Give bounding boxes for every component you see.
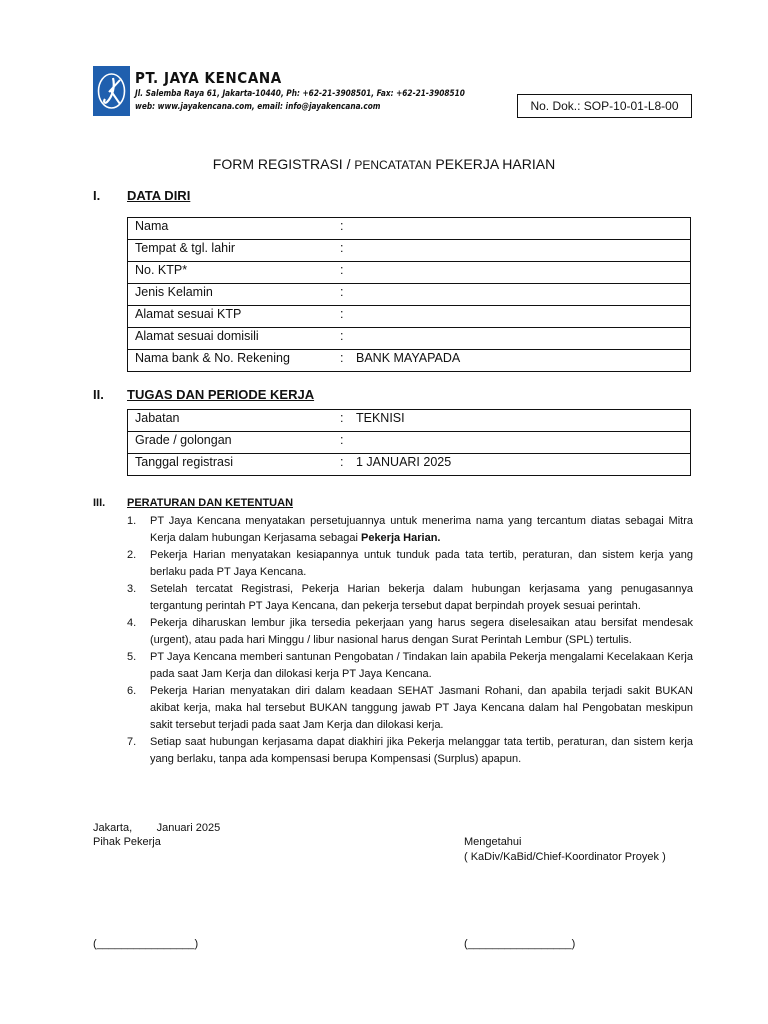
left-party-label: Pihak Pekerja [93, 836, 161, 848]
field-label: Nama bank & No. Rekening [128, 350, 341, 372]
field-label: Jenis Kelamin [128, 284, 341, 306]
field-colon: : [340, 454, 356, 476]
field-colon: : [340, 350, 356, 372]
list-item [127, 683, 693, 734]
field-colon: : [340, 262, 356, 284]
field-label: Tanggal registrasi [128, 454, 341, 476]
title-part3: PEKERJA HARIAN [431, 156, 556, 172]
company-address: Jl. Salemba Raya 61, Jakarta-10440, Ph: +62-21-3908501, Fax: +62-21-3908510 [135, 89, 465, 99]
table-row [128, 284, 691, 306]
section3-title: PERATURAN DAN KETENTUAN [127, 497, 294, 509]
section1-number: I. [93, 188, 101, 203]
section2-number: II. [93, 387, 104, 402]
rules-list [127, 513, 693, 768]
table-row [128, 218, 691, 240]
list-item [127, 547, 693, 581]
data-diri-table [127, 217, 691, 372]
jk-logo-icon [93, 66, 130, 116]
company-logo [93, 66, 130, 116]
title-part1: FORM REGISTRASI / [212, 156, 355, 172]
field-label: Grade / golongan [128, 432, 341, 454]
table-row [128, 410, 691, 432]
section3-number: III. [93, 497, 106, 509]
rule-number: 7. [127, 736, 137, 748]
field-label: Alamat sesuai domisili [128, 328, 341, 350]
right-head-label: Mengetahui [464, 836, 522, 848]
field-value-address-ktp[interactable] [356, 306, 691, 328]
field-value-grade[interactable] [356, 432, 691, 454]
rule-number: 3. [127, 583, 137, 595]
rule-text: Setelah tercatat Registrasi, Pekerja Harian bekerja dalam hubungan kerjasama yang penugasannya tergantung perintah PT Jaya Kencana, dan pekerja tersebut dapat berpindah proyek sesuai perintah. [150, 583, 693, 612]
rule-text: Pekerja Harian menyatakan kesiapannya untuk tunduk pada tata tertib, peraturan, dan sistem kerja yang berlaku pada PT Jaya Kencana. [150, 549, 693, 578]
rule-text: PT Jaya Kencana menyatakan persetujuannya untuk menerima nama yang tercantum diatas sebagai Mitra Kerja dalam hubungan Kerjasama sebagai [150, 515, 693, 544]
tugas-table [127, 409, 691, 476]
field-label: Jabatan [128, 410, 341, 432]
document-number: No. Dok.: SOP-10-01-L8-00 [517, 94, 692, 118]
company-name: PT. JAYA KENCANA [135, 69, 282, 87]
field-colon: : [340, 432, 356, 454]
rule-number: 2. [127, 549, 137, 561]
field-label: Nama [128, 218, 341, 240]
field-colon: : [340, 218, 356, 240]
rule-number: 6. [127, 685, 137, 697]
company-web: web: www.jayakencana.com, email: info@jayakencana.com [135, 102, 381, 112]
title-part2: PENCATATAN [354, 158, 432, 172]
field-value-jabatan[interactable]: TEKNISI [356, 410, 691, 432]
field-value-gender[interactable] [356, 284, 691, 306]
table-row [128, 350, 691, 372]
field-value-tanggal[interactable]: 1 JANUARI 2025 [356, 454, 691, 476]
rule-bold-text: Pekerja Harian. [360, 532, 441, 544]
place-date: Jakarta, Januari 2025 [93, 822, 221, 834]
rule-number: 1. [127, 515, 137, 527]
field-label: No. KTP* [128, 262, 341, 284]
form-title [0, 156, 768, 172]
list-item [127, 581, 693, 615]
table-row [128, 262, 691, 284]
rule-number: 5. [127, 651, 137, 663]
field-colon: : [340, 284, 356, 306]
rule-number: 4. [127, 617, 137, 629]
field-label: Tempat & tgl. lahir [128, 240, 341, 262]
field-value-ktp[interactable] [356, 262, 691, 284]
list-item [127, 615, 693, 649]
field-value-bank[interactable]: BANK MAYAPADA [356, 350, 691, 372]
right-signature-line[interactable]: (_________________) [464, 938, 576, 950]
field-label: Alamat sesuai KTP [128, 306, 341, 328]
table-row [128, 328, 691, 350]
field-value-nama[interactable] [356, 218, 691, 240]
list-item [127, 513, 693, 547]
left-signature-line[interactable]: (________________) [93, 938, 199, 950]
section2-title: TUGAS DAN PERIODE KERJA [127, 387, 315, 402]
right-role-label: ( KaDiv/KaBid/Chief-Koordinator Proyek ) [464, 851, 666, 863]
field-colon: : [340, 240, 356, 262]
field-value-address-domicile[interactable] [356, 328, 691, 350]
table-row [128, 306, 691, 328]
section1-title: DATA DIRI [127, 188, 191, 203]
field-colon: : [340, 306, 356, 328]
field-colon: : [340, 410, 356, 432]
table-row [128, 240, 691, 262]
list-item [127, 649, 693, 683]
rule-text: Pekerja Harian menyatakan diri dalam keadaan SEHAT Jasmani Rohani, dan apabila terjadi sakit BUKAN akibat kerja, maka hal tersebut BUKAN tanggung jawab PT Jaya Kencana dalam hal Pengobatan meskipun sakit tersebut terjadi pada saat Jam Kerja dan dilokasi kerja. [150, 685, 693, 731]
field-colon: : [340, 328, 356, 350]
rule-text: Setiap saat hubungan kerjasama dapat diakhiri jika Pekerja melanggar tata tertib, peraturan, dan sistem kerja yang berlaku, tanpa ada kompensasi berupa Kompensasi (Surplus) apapun. [150, 736, 693, 765]
list-item [127, 734, 693, 768]
rule-text: Pekerja diharuskan lembur jika tersedia pekerjaan yang harus segera diselesaikan atau bersifat mendesak (urgent), atau pada hari Minggu / libur nasional harus dengan Surat Perintah Lembur (SPL) tertulis. [150, 617, 693, 646]
field-value-ttl[interactable] [356, 240, 691, 262]
rule-text: PT Jaya Kencana memberi santunan Pengobatan / Tindakan lain apabila Pekerja mengalami Kecelakaan Kerja pada saat Jam Kerja dan dilokasi kerja PT Jaya Kencana. [150, 651, 693, 680]
table-row [128, 432, 691, 454]
table-row [128, 454, 691, 476]
